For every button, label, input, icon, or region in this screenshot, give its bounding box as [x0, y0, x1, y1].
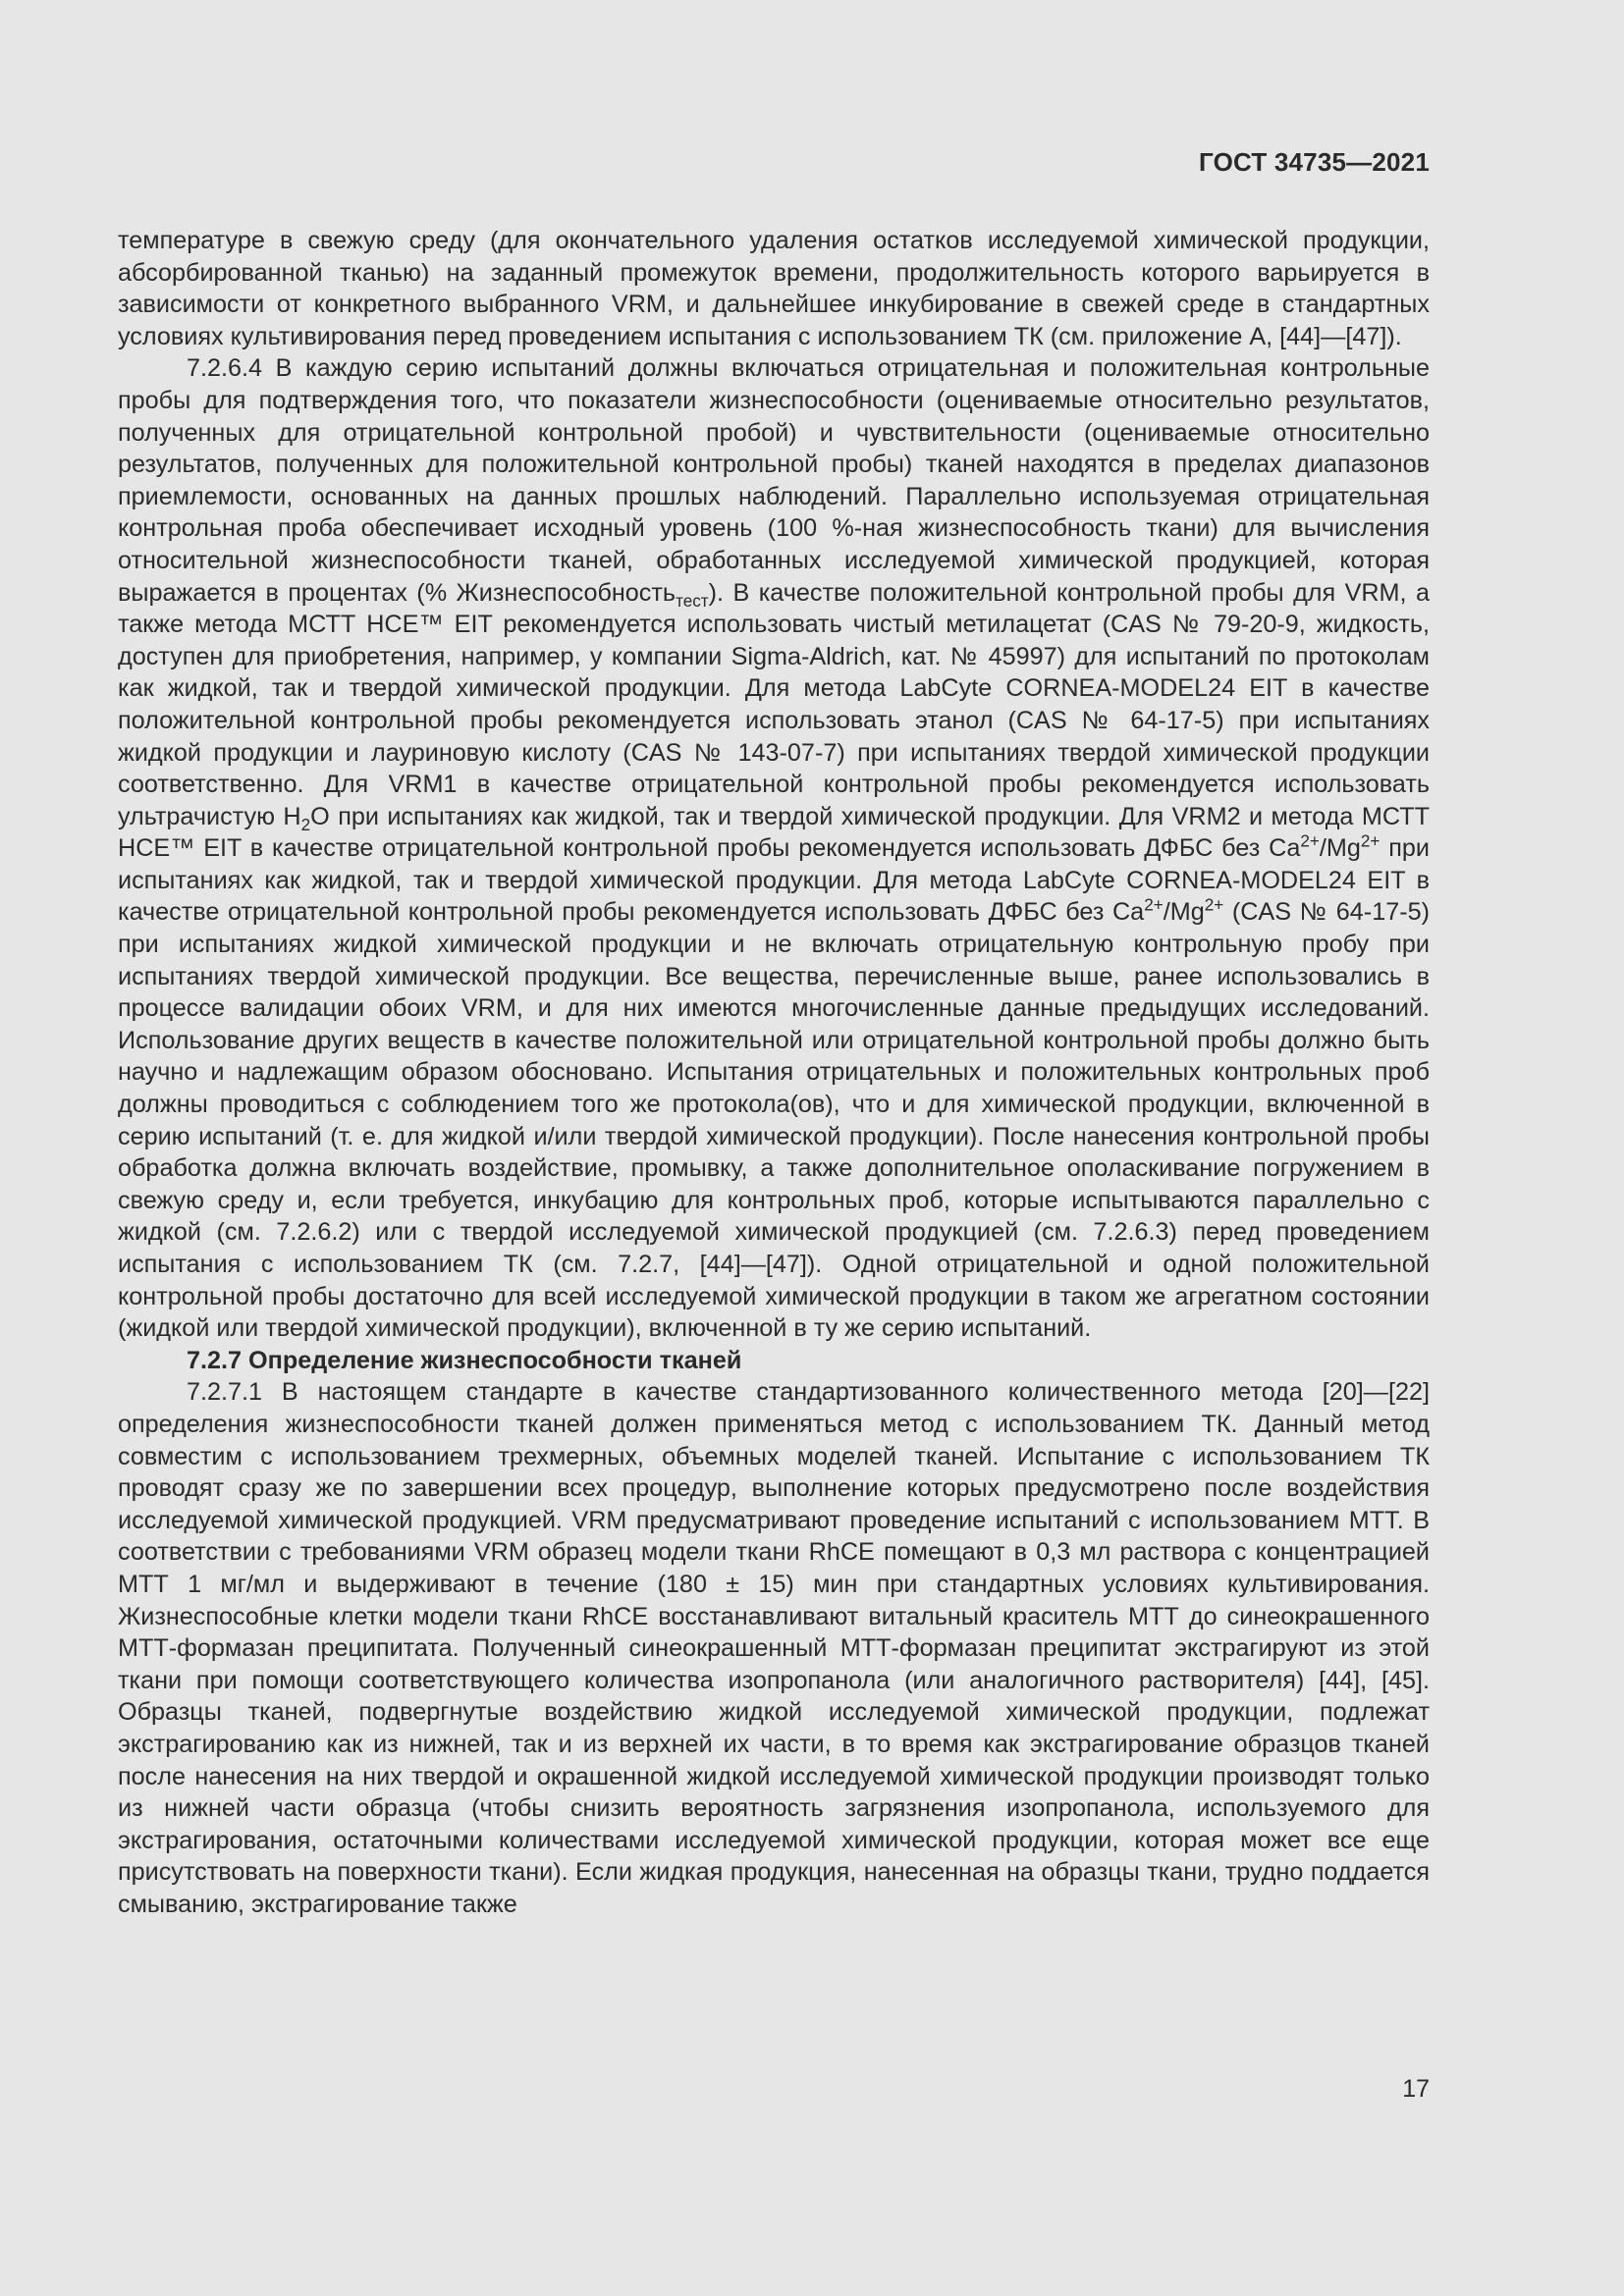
superscript-2plus: 2+	[1300, 830, 1320, 851]
text-run: O при испытаниях как жидкой, так и твердой химической продукции. Для VRM2 и метода МСТТ HCE™ EIT в качестве отрицательной контрольной пробы рекомендуется использовать ДФБС без Ca	[118, 802, 1430, 863]
text-run: при испытаниях как жидкой, так и твердой химической продукции. Для метода LabCyte CORNEA-MODEL24 EIT в качестве отрицательной контрольной пробы рекомендуется использовать ДФБС без Ca	[118, 834, 1430, 927]
text-run: 7.2.6.4 В каждую серию испытаний должны включаться отрицательная и положительная контрольные пробы для подтверждения того, что показатели жизнеспособности (оцениваемые относительно результатов, полученных для отрицательной контрольной пробой) и чувствительности (оцениваемые относительно результатов, полученных для положительной контрольной пробы) тканей находятся в пределах диапазонов приемлемости, основанных на данных прошлых наблюдений. Параллельно используемая отрицательная контрольная проба обеспечивает исходный уровень (100 %-ная жизнеспособность ткани) для вычисления относительной жизнеспособности тканей, обработанных исследуемой химической продукцией, которая выражается в процентах (% Жизнеспособность	[118, 354, 1430, 607]
document-code-header: ГОСТ 34735—2021	[1199, 147, 1430, 177]
paragraph-7-2-7-1: 7.2.7.1 В настоящем стандарте в качестве стандартизованного количественного метода [20]—[22] определения жизнеспособности тканей должен применяться метод с использованием ТК. Данный метод совместим с использованием трехмерных, объемных моделей тканей. Испытание с использованием ТК проводят сразу же по завершении всех процедур, выполнение которых предусмотрено после воздействия исследуемой химической продукцией. VRM предусматривают проведение испытаний с использованием МТТ. В соответствии с требованиями VRM образец модели ткани RhCE помещают в 0,3 мл раствора с концентрацией МТТ 1 мг/мл и выдерживают в течение (180 ± 15) мин при стандартных условиях культивирования. Жизнеспособные клетки модели ткани RhCE восстанавливают витальный краситель МТТ до синеокрашенного МТТ-формазан преципитата. Полученный синеокрашенный МТТ-формазан преципитат экстрагируют из этой ткани при помощи соответствующего количества изопропанола (или аналогичного растворителя) [44], [45]. Образцы тканей, подвергнутые воздействию жидкой исследуемой химической продукции, подлежат экстрагированию как из нижней, так и из верхней их части, в то время как экстрагирование образцов тканей после нанесения на них твердой и окрашенной жидкой исследуемой химической продукции производят только из нижней части образца (чтобы снизить вероятность загрязнения изопропанола, используемого для экстрагирования, остаточными количествами исследуемой химической продукции, которая может все еще присутствовать на поверхности ткани). Если жидкая продукция, нанесенная на образцы ткани, трудно поддается смыванию, экстрагирование также	[118, 1378, 1430, 1918]
superscript-2plus: 2+	[1360, 830, 1380, 851]
text-run: /Mg	[1319, 834, 1361, 863]
text-run: (CAS № 64-17-5) при испытаниях жидкой химической продукции и не включать отрицательную контрольную пробу при испытаниях твердой химической продукции. Все вещества, перечисленные выше, ранее использовались в процессе валидации обоих VRM, и для них имеются многочисленные данные предыдущих исследований. Использование других веществ в качестве положительной или отрицательной контрольной пробы должно быть научно и надлежащим образом обосновано. Испытания отрицательных и положительных контрольных проб должны проводиться с соблюдением того же протокола(ов), что и для химической продукции, включенной в серию испытаний (т. е. для жидкой и/или твердой химической продукции). После нанесения контрольной пробы обработка должна включать воздействие, промывку, а также дополнительное ополаскивание погружением в свежую среду и, если требуется, инкубацию для контрольных проб, которые испытываются параллельно с жидкой (см. 7.2.6.2) или с твердой исследуемой химической продукцией (см. 7.2.6.3) перед проведением испытания с использованием ТК (см. 7.2.7, [44]—[47]). Одной отрицательной и одной положительной контрольной пробы достаточно для всей исследуемой химической продукции в таком же агрегатном состоянии (жидкой или твердой химической продукции), включенной в ту же серию испытаний.	[118, 898, 1430, 1343]
paragraph-continuation: температуре в свежую среду (для окончательного удаления остатков исследуемой химической продукции, абсорбированной тканью) на заданный промежуток времени, продолжительность которого варьируется в зависимости от конкретного выбранного VRM, и дальнейшее инкубирование в свежей среде в стандартных условиях культивирования перед проведением испытания с использованием ТК (см. приложение А, [44]—[47]).	[118, 227, 1430, 350]
page-number: 17	[1402, 2075, 1430, 2103]
paragraph-7-2-6-4	[118, 352, 1430, 1344]
subscript-2: 2	[300, 814, 311, 834]
superscript-2plus: 2+	[1144, 895, 1164, 916]
subscript-test: тест	[676, 590, 709, 611]
text-run: ). В качестве положительной контрольной пробы для VRM, а также метода МСТТ HCE™ EIT рекомендуется использовать чистый метилацетат (CAS № 79-20-9, жидкость, доступен для приобретения, например, у компании Sigma-Aldrich, кат. № 45997) для испытаний по протоколам как жидкой, так и твердой химической продукции. Для метода LabCyte CORNEA-MODEL24 EIT в качестве положительной контрольной пробы рекомендуется использовать этанол (CAS № 64-17-5) при испытаниях жидкой продукции и лауриновую кислоту (CAS № 143-07-7) при испытаниях твердой химической продукции соответственно. Для VRM1 в качестве отрицательной контрольной пробы рекомендуется использовать ультрачистую H	[118, 578, 1430, 830]
text-run: /Mg	[1163, 898, 1205, 927]
superscript-2plus: 2+	[1204, 895, 1224, 916]
body-text	[118, 225, 1430, 1920]
section-heading-7-2-7: 7.2.7 Определение жизнеспособности тканей	[187, 1346, 742, 1374]
